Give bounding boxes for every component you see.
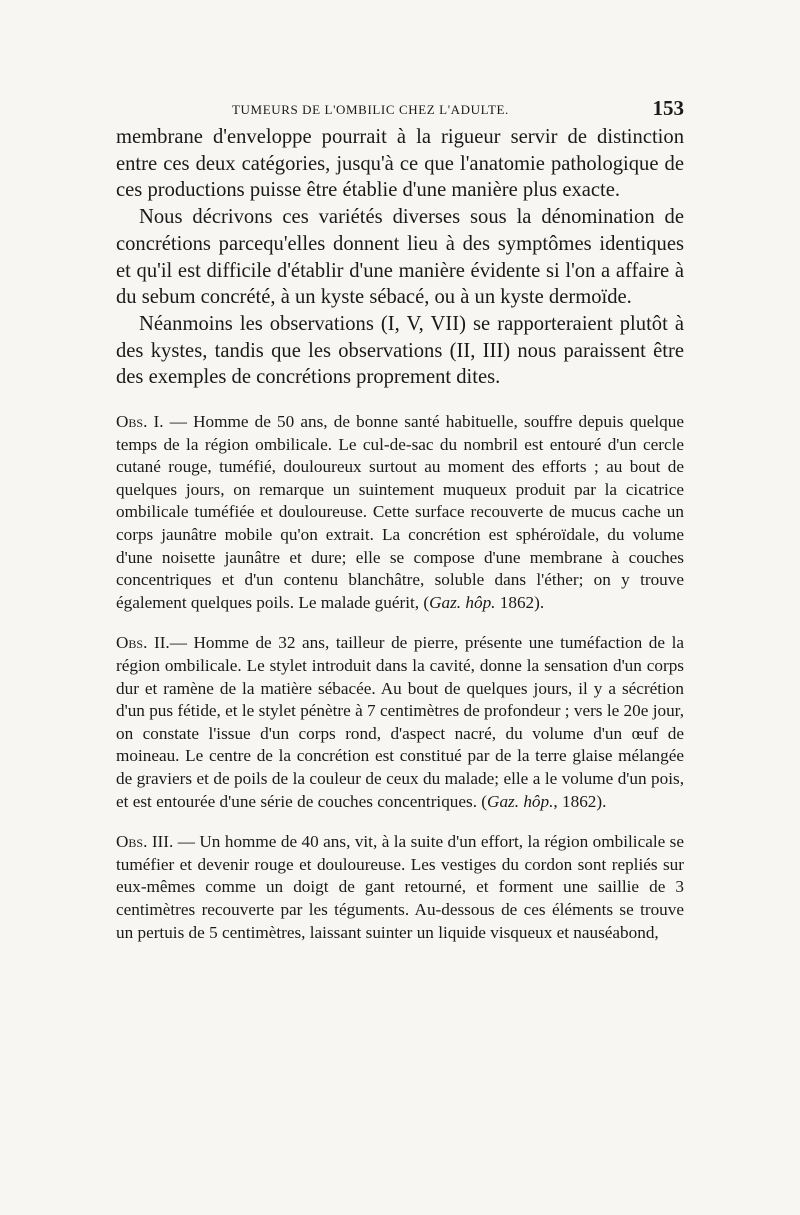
book-page [116,96,684,944]
paragraph: Néanmoins les observations (I, V, VII) se rapporteraient plutôt à des kystes, tandis que les observations (II, III) nous paraissent être des exemples de concrétions proprement dites. [116,312,684,389]
page-number: 153 [652,96,684,120]
observation-tail: , 1862). [553,791,607,811]
running-head [116,96,684,124]
running-title: TUMEURS DE L'OMBILIC CHEZ L'ADULTE. [232,102,509,117]
observation-source: Gaz. hôp. [429,592,496,612]
paragraph: Nous décrivons ces variétés diverses sous la dénomination de concrétions parcequ'elles donnent lieu à des symptômes identiques et qu'il est difficile d'établir d'une manière évidente si l'on a affaire à du sebum concrété, à un kyste sébacé, ou à un kyste dermoïde. [116,206,684,309]
observation-label: Obs. III. [116,832,174,852]
body-text [116,124,684,391]
observation-1 [116,411,684,614]
observation-source: Gaz. hôp. [487,791,554,811]
observation-label: Obs. II. [116,633,170,653]
observation-2 [116,632,684,813]
observation-text: — Homme de 32 ans, tailleur de pierre, présente une tuméfaction de la région ombilicale. Le stylet introduit dans la cavité, donne la sensation d'un corps dur et ramène de la matière sébacée. Au bout de quelques jours, il y a sécrétion d'un pus fétide, et le stylet pénètre à 7 centimètres de profondeur ; vers le 20e jour, on constate l'issue d'un corps rond, d'aspect nacré, du volume d'un œuf de moineau. Le centre de la concrétion est constitué par de la terre glaise mélangée de graviers et de poils de la couleur de ceux du malade; elle a le volume d'un pois, et est entourée d'une série de couches concentriques. ( [116,633,684,811]
observation-text: — Un homme de 40 ans, vit, à la suite d'un effort, la région ombilicale se tuméfier et devenir rouge et douloureuse. Les vestiges du cordon sont repliés sur eux-mêmes comme un doigt de gant retourné, et forment une saillie de 3 centimètres recouverte par les téguments. Au-dessous de ces éléments se trouve un pertuis de 5 centimètres, laissant suinter un liquide visqueux et nauséabond, [116,832,684,942]
paragraph: membrane d'enveloppe pourrait à la rigueur servir de distinction entre ces deux catégories, jusqu'à ce que l'anatomie pathologique de ces productions puisse être établie d'une manière plus exacte. [116,126,684,202]
observation-label: Obs. I. [116,412,164,432]
observation-3 [116,831,684,944]
observation-tail: 1862). [495,592,545,612]
observation-text: — Homme de 50 ans, de bonne santé habituelle, souffre depuis quelque temps de la région ombilicale. Le cul-de-sac du nombril est entouré d'un cercle cutané rouge, tuméfié, douloureux surtout au moment des efforts ; au bout de quelques jours, on remarque un suintement muqueux produit par la cicatrice ombilicale tuméfiée et douloureuse. Cette surface recouverte de mucus cache un corps jaunâtre mobile qu'on extrait. La concrétion est sphéroïdale, du volume d'une noisette jaunâtre et dure; elle se compose d'une membrane à couches concentriques et d'un contenu blanchâtre, soluble dans l'éther; on y trouve également quelques poils. Le malade guérit, ( [116,412,684,612]
